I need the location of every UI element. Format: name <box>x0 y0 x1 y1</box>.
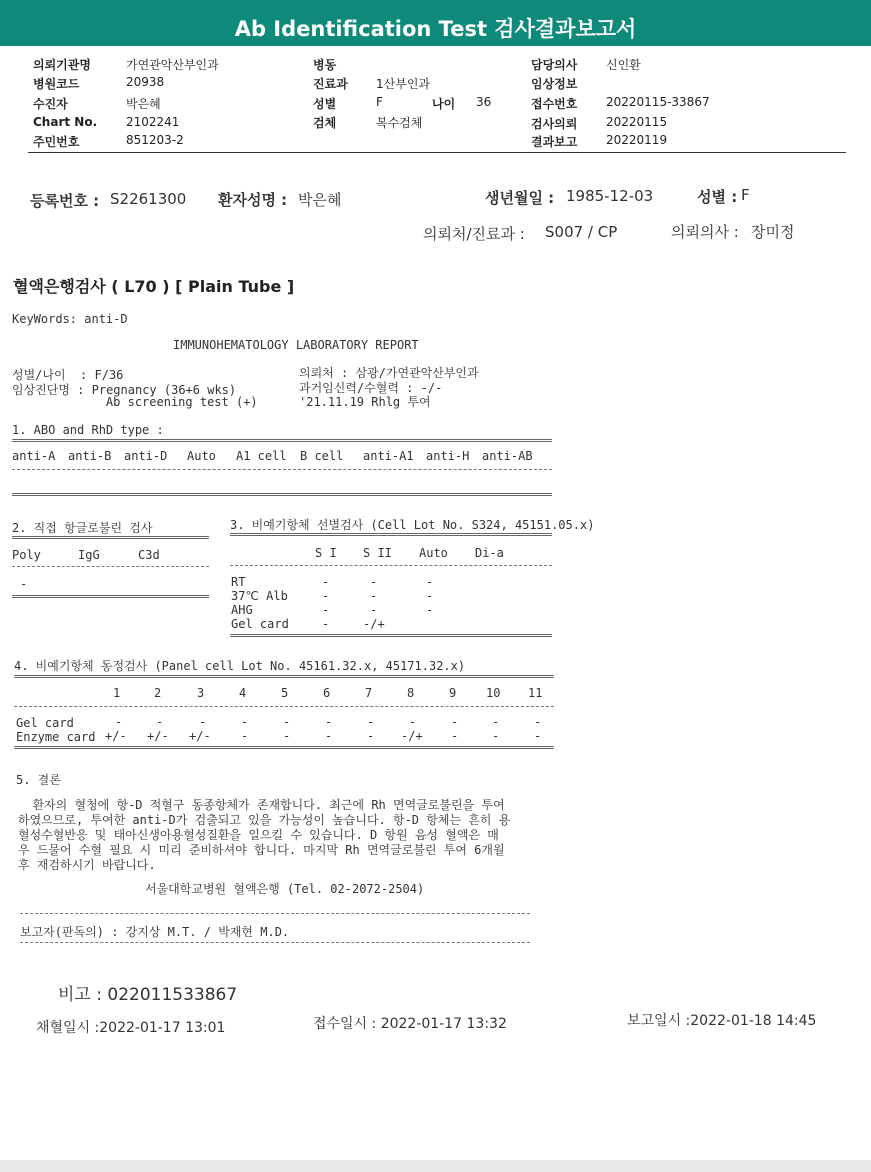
s3-cell: - <box>370 603 378 617</box>
s3-row-label: 37℃ Alb <box>231 589 288 603</box>
s4-cell: - <box>451 729 459 743</box>
rule <box>20 942 530 943</box>
header-label: 임상정보 <box>531 77 578 91</box>
s1-header: A1 cell <box>236 449 287 463</box>
lab-title: IMMUNOHEMATOLOGY LABORATORY REPORT <box>173 338 419 352</box>
divider <box>28 152 846 153</box>
reported-time: 보고일시 :2022-01-18 14:45 <box>627 1013 817 1029</box>
s4-cell: - <box>534 715 542 729</box>
s3-cell: - <box>322 575 330 589</box>
s4-row-label: Gel card <box>16 716 74 730</box>
s4-header: 1 <box>113 686 121 700</box>
s5-title: 5. 결론 <box>16 773 61 787</box>
rule <box>12 493 552 496</box>
s4-cell: +/- <box>147 729 169 743</box>
header-value: 박은혜 <box>126 97 161 111</box>
s2-header: Poly <box>12 548 41 562</box>
s4-cell: -/+ <box>401 729 423 743</box>
s1-header: anti-A1 <box>363 449 414 463</box>
s2-title: 2. 직접 항글로불린 검사 <box>12 521 153 535</box>
rule <box>12 566 209 567</box>
s3-header: S I <box>315 546 337 560</box>
header-label: 진료과 <box>313 77 348 91</box>
header-label: 검사의뢰 <box>531 117 578 131</box>
s4-header: 11 <box>528 686 543 700</box>
s4-cell: - <box>492 715 500 729</box>
header-label: 병원코드 <box>33 77 80 91</box>
s4-header: 2 <box>154 686 162 700</box>
s4-cell: - <box>156 715 164 729</box>
s4-cell: - <box>283 715 291 729</box>
s3-cell: - <box>426 575 434 589</box>
rule <box>12 595 209 598</box>
reg-value: S2261300 <box>110 190 187 208</box>
s4-cell: +/- <box>189 729 211 743</box>
conclusion-line: 환자의 혈청에 항-D 적혈구 동종항체가 존재합니다. 최근에 Rh 면역글로불린을 투여 <box>18 798 505 812</box>
header-label: 결과보고 <box>531 135 578 149</box>
s4-cell: - <box>283 729 291 743</box>
rule <box>20 913 530 914</box>
s3-cell: - <box>370 589 378 603</box>
s4-cell: - <box>199 715 207 729</box>
dept-label: 의뢰처/진료과 : <box>423 225 525 243</box>
s4-cell: - <box>367 715 375 729</box>
s4-cell: - <box>409 715 417 729</box>
header-value: 2102241 <box>126 115 180 129</box>
s3-cell: - <box>426 603 434 617</box>
s4-cell: - <box>325 715 333 729</box>
s3-header: Auto <box>419 546 448 560</box>
header-value: 20220115-33867 <box>606 95 710 109</box>
header-label: Chart No. <box>33 115 98 129</box>
s3-title: 3. 비예기항체 선별검사 (Cell Lot No. S324, 45151.05.x) <box>230 518 595 532</box>
dept-value: S007 / CP <box>545 223 618 241</box>
header-value: 1산부인과 <box>376 77 431 91</box>
conclusion-line: 혈성수혈반응 및 태아신생아용혈성질환을 일으킬 수 있습니다. D 항원 음성 혈액은 매 <box>18 828 499 842</box>
info-left: 임상진단명 : Pregnancy (36+6 wks) <box>12 383 237 397</box>
name-label: 환자성명 : <box>218 191 288 209</box>
s4-cell: - <box>451 715 459 729</box>
header-label: 의뢰기관명 <box>33 58 91 72</box>
conclusion-line: 하였으므로, 투여한 anti-D가 검출되고 있을 가능성이 높습니다. 항-D 항체는 흔히 용 <box>18 813 511 827</box>
dob-label: 생년월일 : <box>485 189 555 207</box>
hospital-line: 서울대학교병원 혈액은행 (Tel. 02-2072-2504) <box>145 882 425 896</box>
sex-label: 성별 : <box>697 188 738 206</box>
header-value: 36 <box>476 95 492 109</box>
s4-cell: - <box>325 729 333 743</box>
s3-header: S II <box>363 546 392 560</box>
remark: 비고 : 022011533867 <box>58 985 238 1005</box>
header-value: 복수검체 <box>376 116 423 130</box>
rule <box>14 746 554 749</box>
header-label: 담당의사 <box>531 58 578 72</box>
rule <box>14 675 554 678</box>
rule <box>12 536 209 539</box>
s4-header: 10 <box>486 686 501 700</box>
header-value: 20938 <box>126 75 165 89</box>
info-right: '21.11.19 Rhlg 투여 <box>299 395 431 409</box>
s1-header: anti-D <box>124 449 168 463</box>
section-title: 혈액은행검사 ( L70 ) [ Plain Tube ] <box>13 277 295 296</box>
s3-row-label: AHG <box>231 603 253 617</box>
report-title: Ab Identification Test 검사결과보고서 <box>0 0 871 46</box>
doctor-value: 장미정 <box>751 223 795 241</box>
rule <box>12 439 552 442</box>
s4-header: 4 <box>239 686 247 700</box>
s1-header: anti-H <box>426 449 470 463</box>
header-value: 851203-2 <box>126 133 184 147</box>
s1-header: anti-B <box>68 449 112 463</box>
sex-value: F <box>741 186 750 204</box>
rule <box>230 533 552 536</box>
header-value: 20220119 <box>606 133 668 147</box>
reg-label: 등록번호 : <box>30 192 100 210</box>
s4-header: 6 <box>323 686 331 700</box>
conclusion-line: 우 드물어 수혈 필요 시 미리 준비하셔야 합니다. 마지막 Rh 면역글로불린 투여 6개월 <box>18 843 505 857</box>
doctor-label: 의뢰의사 : <box>671 223 739 241</box>
s4-cell: - <box>492 729 500 743</box>
header-label: 나이 <box>432 97 456 111</box>
info-left: Ab screening test (+) <box>12 395 258 409</box>
reporter-line: 보고자(판독의) : 강지상 M.T. / 박재현 M.D. <box>20 925 290 939</box>
header-label: 병동 <box>313 58 337 72</box>
header-value: 가연관악산부인과 <box>126 58 219 72</box>
s4-cell: - <box>367 729 375 743</box>
rule <box>12 469 552 470</box>
s4-cell: - <box>534 729 542 743</box>
header-label: 수진자 <box>33 97 68 111</box>
s1-title: 1. ABO and RhD type : <box>12 423 164 437</box>
info-left: 성별/나이 : F/36 <box>12 368 124 382</box>
s3-row-label: RT <box>231 575 246 589</box>
s4-header: 5 <box>281 686 289 700</box>
s3-cell: - <box>322 617 330 631</box>
header-value: 20220115 <box>606 115 668 129</box>
rule <box>230 634 552 637</box>
s3-cell: -/+ <box>363 617 385 631</box>
s2-value: - <box>20 577 28 591</box>
collected-time: 채혈일시 :2022-01-17 13:01 <box>36 1020 226 1036</box>
conclusion-line: 후 재검하시기 바랍니다. <box>18 858 156 872</box>
s2-header: C3d <box>138 548 160 562</box>
received-time: 접수일시 : 2022-01-17 13:32 <box>313 1016 507 1032</box>
s4-cell: - <box>241 715 249 729</box>
keywords: KeyWords: anti-D <box>12 312 128 326</box>
dob-value: 1985-12-03 <box>566 187 654 205</box>
s4-cell: - <box>115 715 123 729</box>
header-value: 신인환 <box>606 58 641 72</box>
s4-header: 9 <box>449 686 457 700</box>
header-label: 검체 <box>313 116 337 130</box>
s1-header: anti-AB <box>482 449 533 463</box>
header-value: F <box>376 95 383 109</box>
s3-row-label: Gel card <box>231 617 289 631</box>
info-right: 의뢰처 : 삼광/가연관악산부인과 <box>299 366 479 380</box>
s3-cell: - <box>322 589 330 603</box>
s1-header: B cell <box>300 449 344 463</box>
s4-title: 4. 비예기항체 동정검사 (Panel cell Lot No. 45161.32.x, 45171.32.x) <box>14 659 466 673</box>
rule <box>14 706 554 707</box>
s4-header: 8 <box>407 686 415 700</box>
s1-header: Auto <box>187 449 216 463</box>
s3-cell: - <box>322 603 330 617</box>
header-label: 성별 <box>313 97 337 111</box>
s4-cell: - <box>241 729 249 743</box>
s3-header: Di-a <box>475 546 504 560</box>
header-label: 접수번호 <box>531 97 578 111</box>
s1-header: anti-A <box>12 449 56 463</box>
bottom-strip <box>0 1160 871 1172</box>
s4-header: 3 <box>197 686 205 700</box>
s4-header: 7 <box>365 686 373 700</box>
s3-cell: - <box>426 589 434 603</box>
header-label: 주민번호 <box>33 135 80 149</box>
info-right: 과거임신력/수혈력 : -/- <box>299 381 443 395</box>
s3-cell: - <box>370 575 378 589</box>
name-value: 박은혜 <box>298 191 342 209</box>
s2-header: IgG <box>78 548 100 562</box>
s4-cell: +/- <box>105 729 127 743</box>
s4-row-label: Enzyme card <box>16 730 96 744</box>
rule <box>230 565 552 566</box>
